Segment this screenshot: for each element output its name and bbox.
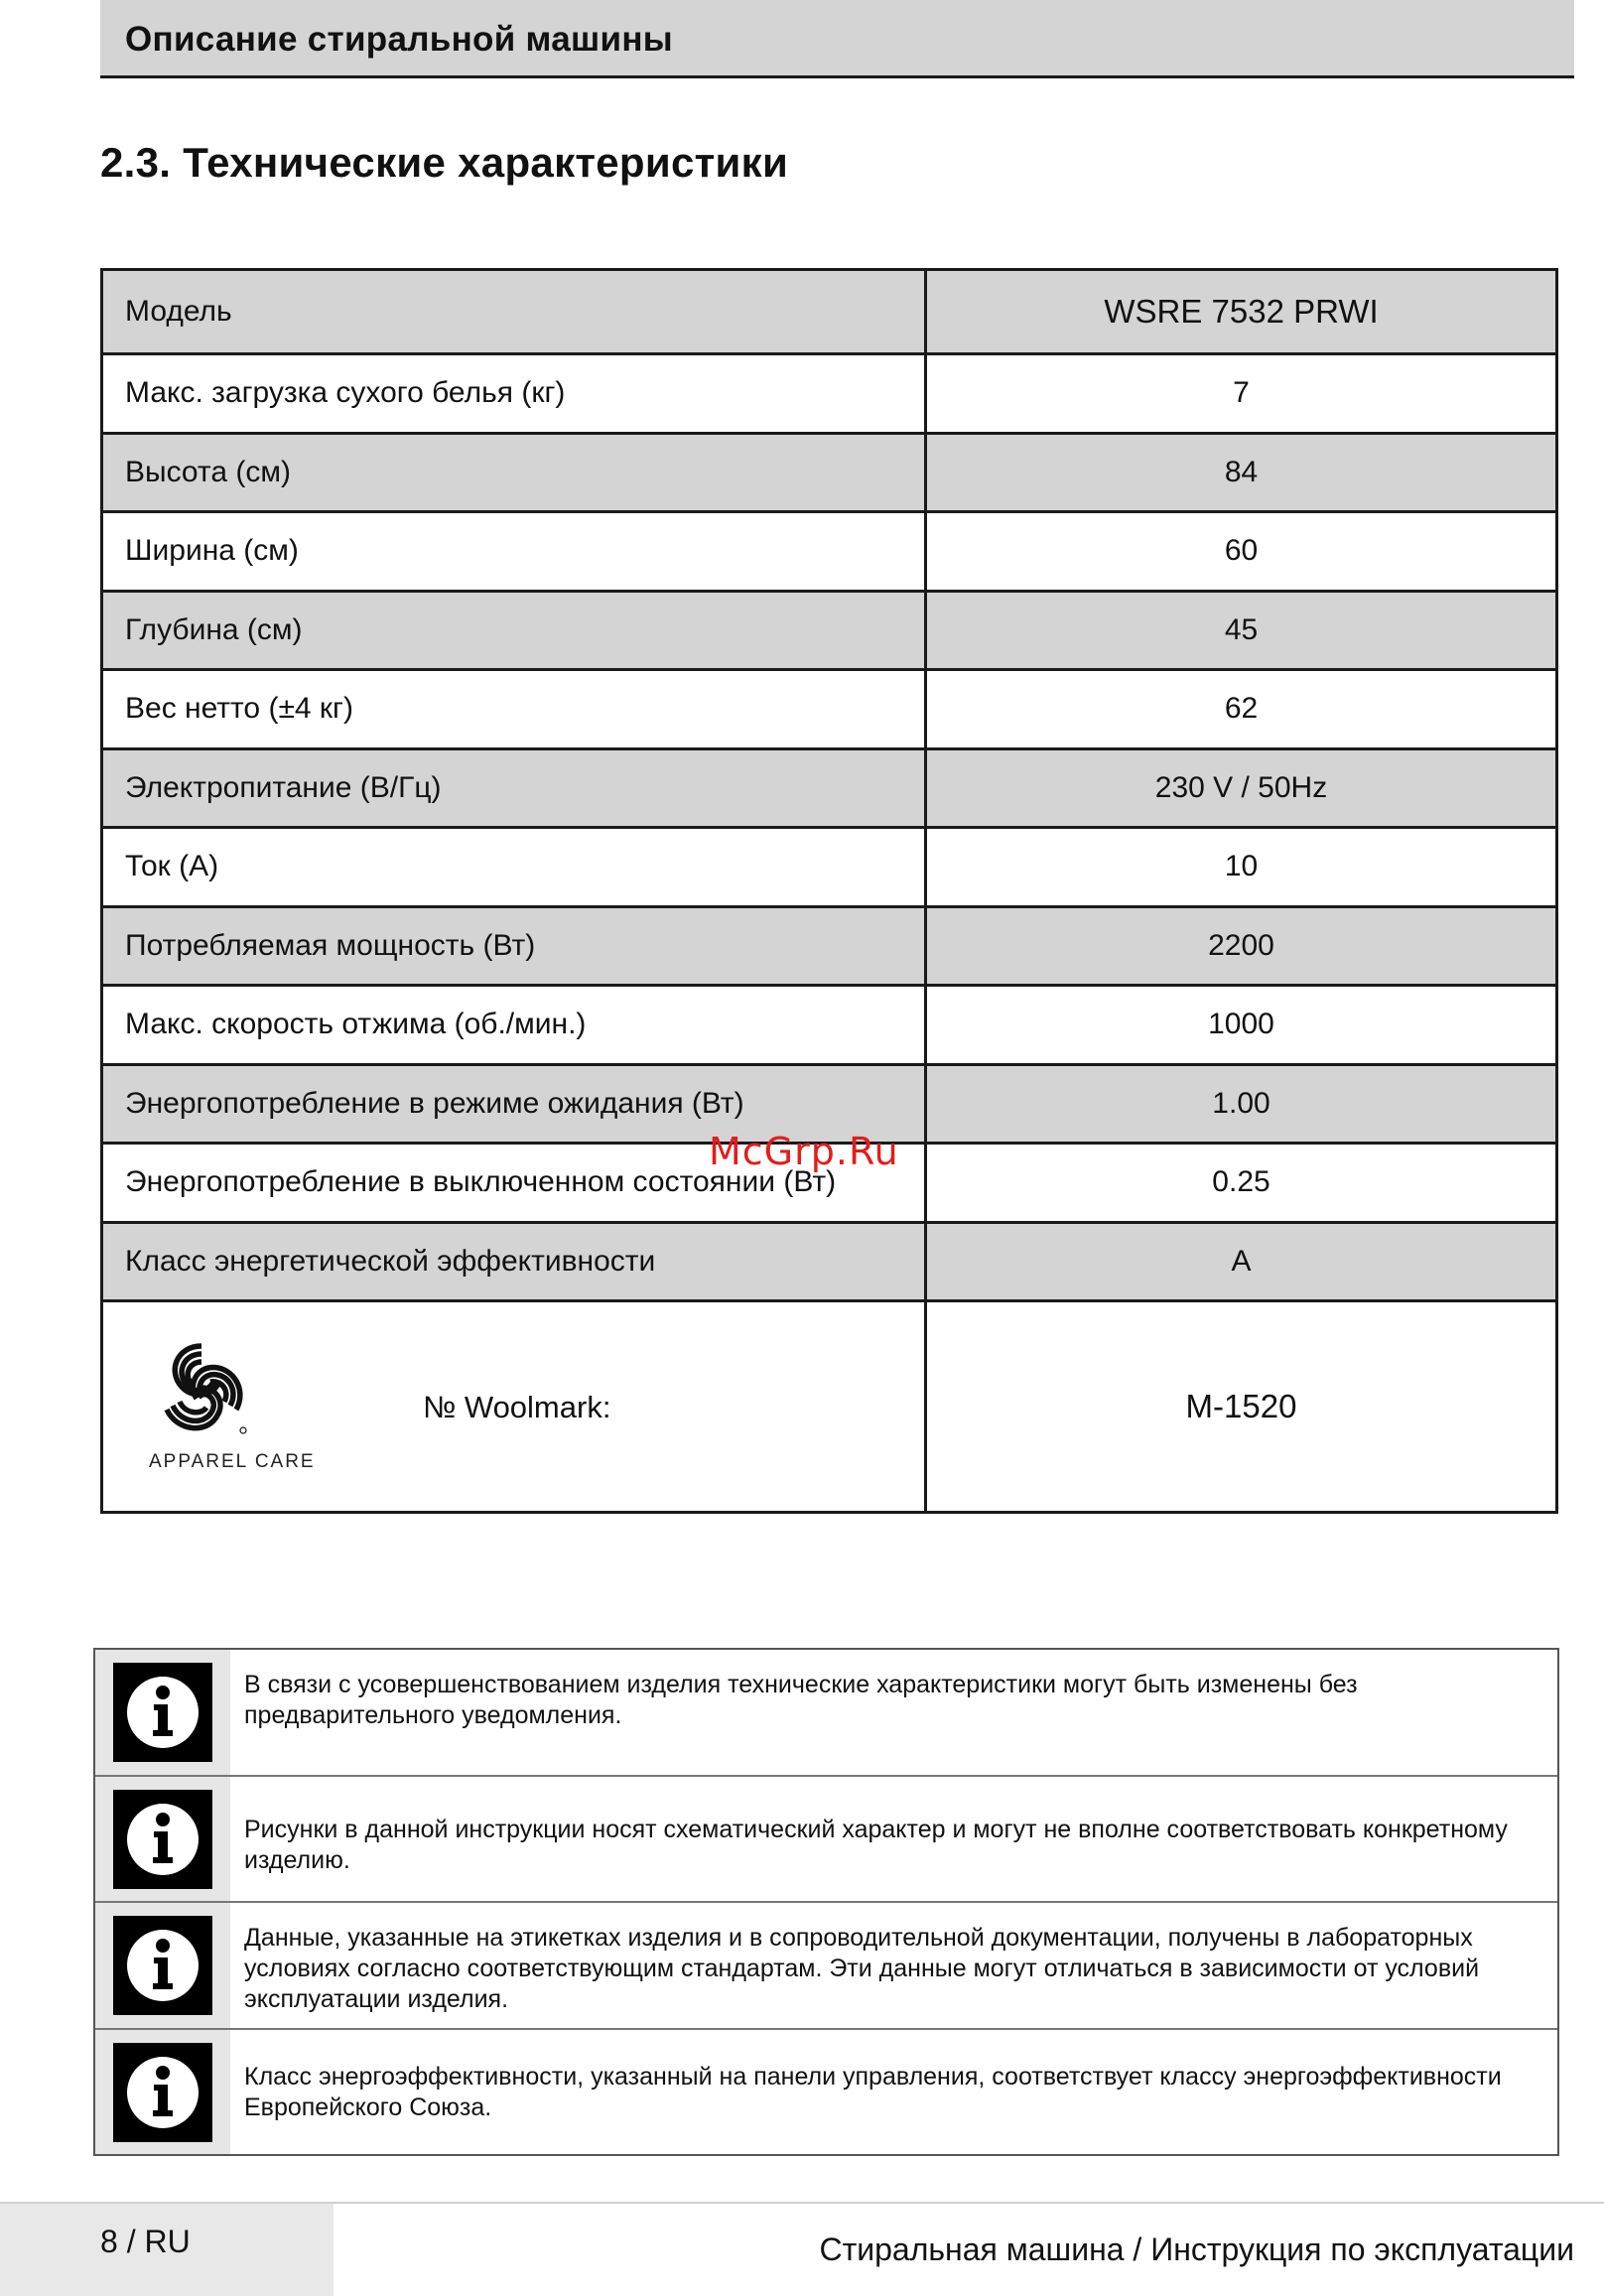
info-icon	[113, 1790, 212, 1889]
info-icon	[113, 1663, 212, 1762]
spec-value: 1000	[926, 986, 1557, 1065]
footer-page-number: 8 / RU	[100, 2224, 191, 2259]
woolmark-caption: APPAREL CARE	[149, 1451, 316, 1472]
section-title: 2.3. Технические характеристики	[100, 139, 789, 186]
spec-label: Макс. загрузка сухого белья (кг)	[102, 354, 926, 434]
spec-label: Ток (А)	[102, 828, 926, 907]
info-icon	[113, 2043, 212, 2142]
spec-row	[102, 1222, 1557, 1301]
header-bar	[100, 0, 1574, 78]
spec-value: 2200	[926, 906, 1557, 986]
spec-label: Класс энергетической эффективности	[102, 1222, 926, 1301]
spec-row	[102, 670, 1557, 749]
spec-value: 10	[926, 828, 1557, 907]
spec-row	[102, 986, 1557, 1065]
note-item	[95, 1777, 1557, 1903]
woolmark-logo-icon	[147, 1332, 256, 1441]
spec-value: 45	[926, 591, 1557, 670]
spec-value: WSRE 7532 PRWI	[926, 270, 1557, 354]
spec-row	[102, 591, 1557, 670]
spec-row	[102, 828, 1557, 907]
note-item	[95, 1650, 1557, 1777]
spec-label: Ширина (см)	[102, 512, 926, 592]
woolmark-label: № Woolmark:	[423, 1390, 611, 1424]
spec-value: 0.25	[926, 1144, 1557, 1223]
spec-value: 7	[926, 354, 1557, 434]
spec-label: Энергопотребление в режиме ожидания (Вт)	[102, 1064, 926, 1144]
spec-label: Модель	[102, 270, 926, 354]
spec-row	[102, 748, 1557, 828]
notes-box	[93, 1648, 1559, 2156]
woolmark-cell	[102, 1301, 926, 1513]
note-icon-cell	[95, 2030, 230, 2154]
spec-row	[102, 354, 1557, 434]
note-text: Класс энергоэффективности, указанный на панели управления, соответствует классу энергоэффективности Европейского Союза.	[244, 2063, 1502, 2121]
spec-label: Электропитание (В/Гц)	[102, 748, 926, 828]
note-icon-cell	[95, 1903, 230, 2028]
woolmark-row	[102, 1301, 1557, 1513]
spec-row	[102, 433, 1557, 512]
header-title: Описание стиральной машины	[125, 20, 673, 59]
footer-doc-title: Стиральная машина / Инструкция по эксплуатации	[819, 2231, 1574, 2267]
note-text: Рисунки в данной инструкции носят схематический характер и могут не вполне соответствовать конкретному изделию.	[244, 1816, 1508, 1874]
spec-table	[100, 268, 1558, 1514]
note-item	[95, 2030, 1557, 2154]
spec-row	[102, 906, 1557, 986]
spec-label: Энергопотребление в выключенном состоянии (Вт)	[102, 1144, 926, 1223]
woolmark-value: M-1520	[926, 1301, 1557, 1513]
spec-value: 230 V / 50Hz	[926, 748, 1557, 828]
note-icon-cell	[95, 1650, 230, 1775]
spec-row	[102, 512, 1557, 592]
info-icon	[113, 1916, 212, 2015]
spec-label: Высота (см)	[102, 433, 926, 512]
spec-value: 62	[926, 670, 1557, 749]
spec-value: 60	[926, 512, 1557, 592]
spec-label: Вес нетто (±4 кг)	[102, 670, 926, 749]
spec-label: Глубина (см)	[102, 591, 926, 670]
note-item	[95, 1903, 1557, 2030]
spec-value: 1.00	[926, 1064, 1557, 1144]
spec-label: Макс. скорость отжима (об./мин.)	[102, 986, 926, 1065]
spec-row	[102, 270, 1557, 354]
note-icon-cell	[95, 1777, 230, 1901]
spec-value: 84	[926, 433, 1557, 512]
watermark: McGrp.Ru	[709, 1130, 899, 1173]
spec-label: Потребляемая мощность (Вт)	[102, 906, 926, 986]
note-text: В связи с усовершенствованием изделия технические характеристики могут быть изменены без предварительного уведомления.	[244, 1671, 1358, 1729]
note-text: Данные, указанные на этикетках изделия и в сопроводительной документации, получены в лабораторных условиях согласно соответствующим стандартам. Эти данные могут отличаться в зависимости от условий эксплуатации изделия.	[244, 1924, 1480, 2013]
spec-value: A	[926, 1222, 1557, 1301]
